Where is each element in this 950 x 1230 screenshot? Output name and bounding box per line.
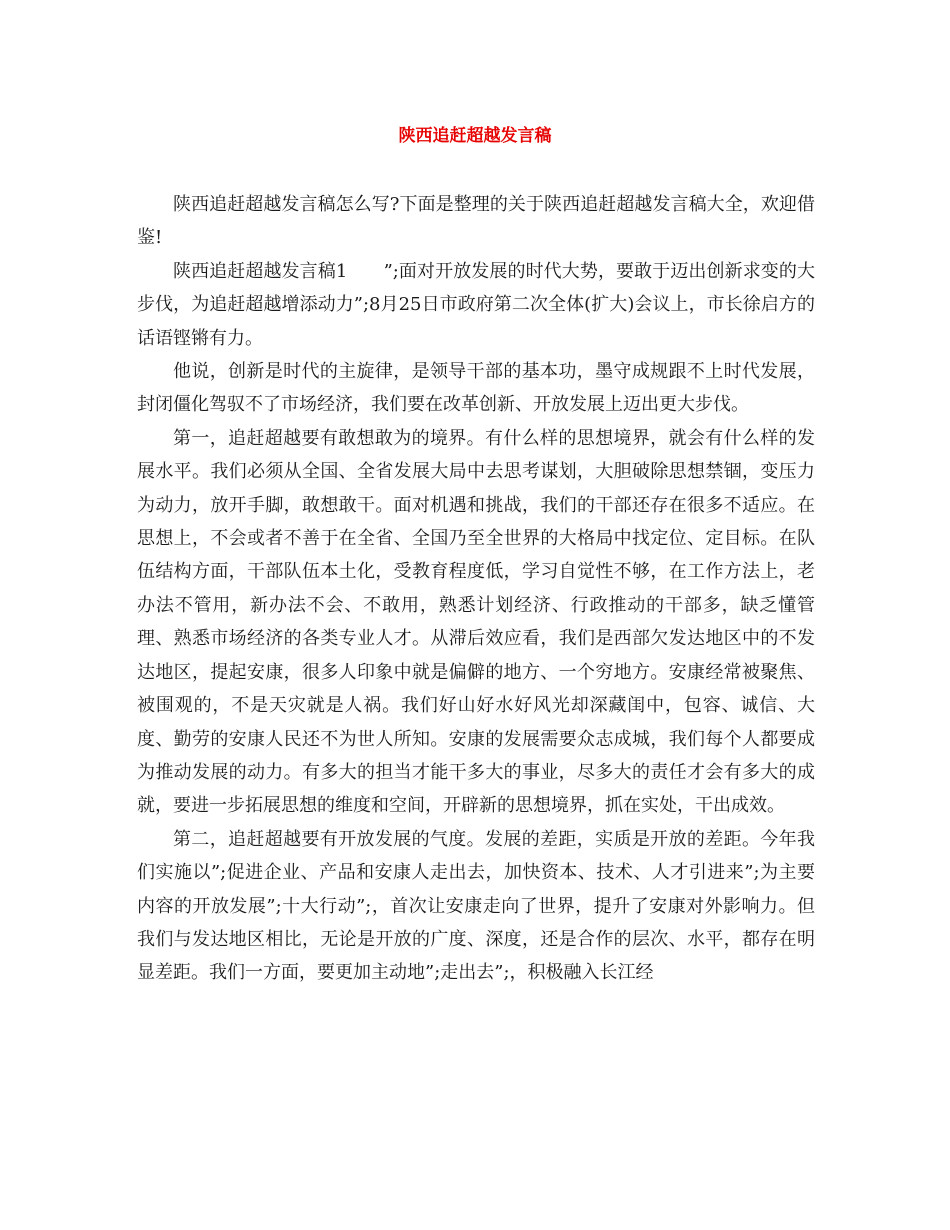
document-title: 陕西追赶超越发言稿 [398, 126, 552, 146]
paragraph: 陕西追赶超越发言稿怎么写?下面是整理的关于陕西追赶超越发言稿大全，欢迎借鉴! [137, 194, 815, 249]
document-body [137, 188, 815, 990]
paragraph: 他说，创新是时代的主旋律，是领导干部的基本功，墨守成规跟不上时代发展，封闭僵化驾驭不了市场经济，我们要在改革创新、开放发展上迈出更大步伐。 [137, 361, 815, 416]
paragraph: 陕西追赶超越发言稿1 ”;面对开放发展的时代大势，要敢于迈出创新求变的大步伐，为追赶超越增添动力”;8月25日市政府第二次全体(扩大)会议上，市长徐启方的话语铿锵有力。 [137, 260, 815, 349]
paragraph: 第一，追赶超越要有敢想敢为的境界。有什么样的思想境界，就会有什么样的发展水平。我们必须从全国、全省发展大局中去思考谋划，大胆破除思想禁锢，变压力为动力，放开手脚，敢想敢干。面对机遇和挑战，我们的干部还存在很多不适应。在思想上，不会或者不善于在全省、全国乃至全世界的大格局中找定位、定目标。在队伍结构方面，干部队伍本土化，受教育程度低，学习自觉性不够，在工作方法上，老办法不管用，新办法不会、不敢用，熟悉计划经济、行政推动的干部多，缺乏懂管理、熟悉市场经济的各类专业人才。从滞后效应看，我们是西部欠发达地区中的不发达地区，提起安康，很多人印象中就是偏僻的地方、一个穷地方。安康经常被聚焦、被围观的，不是天灾就是人祸。我们好山好水好风光却深藏闺中，包容、诚信、大度、勤劳的安康人民还不为世人所知。安康的发展需要众志成城，我们每个人都要成为推动发展的动力。有多大的担当才能干多大的事业，尽多大的责任才会有多大的成就，要进一步拓展思想的维度和空间，开辟新的思想境界，抓在实处，干出成效。 [137, 427, 815, 817]
paragraph: 第二，追赶超越要有开放发展的气度。发展的差距，实质是开放的差距。今年我们实施以”;促进企业、产品和安康人走出去，加快资本、技术、人才引进来”;为主要内容的开放发展”;十大行动”;，首次让安康走向了世界，提升了安康对外影响力。但我们与发达地区相比，无论是开放的广度、深度，还是合作的层次、水平，都存在明显差距。我们一方面，要更加主动地”;走出去”;，积极融入长江经 [137, 828, 815, 984]
